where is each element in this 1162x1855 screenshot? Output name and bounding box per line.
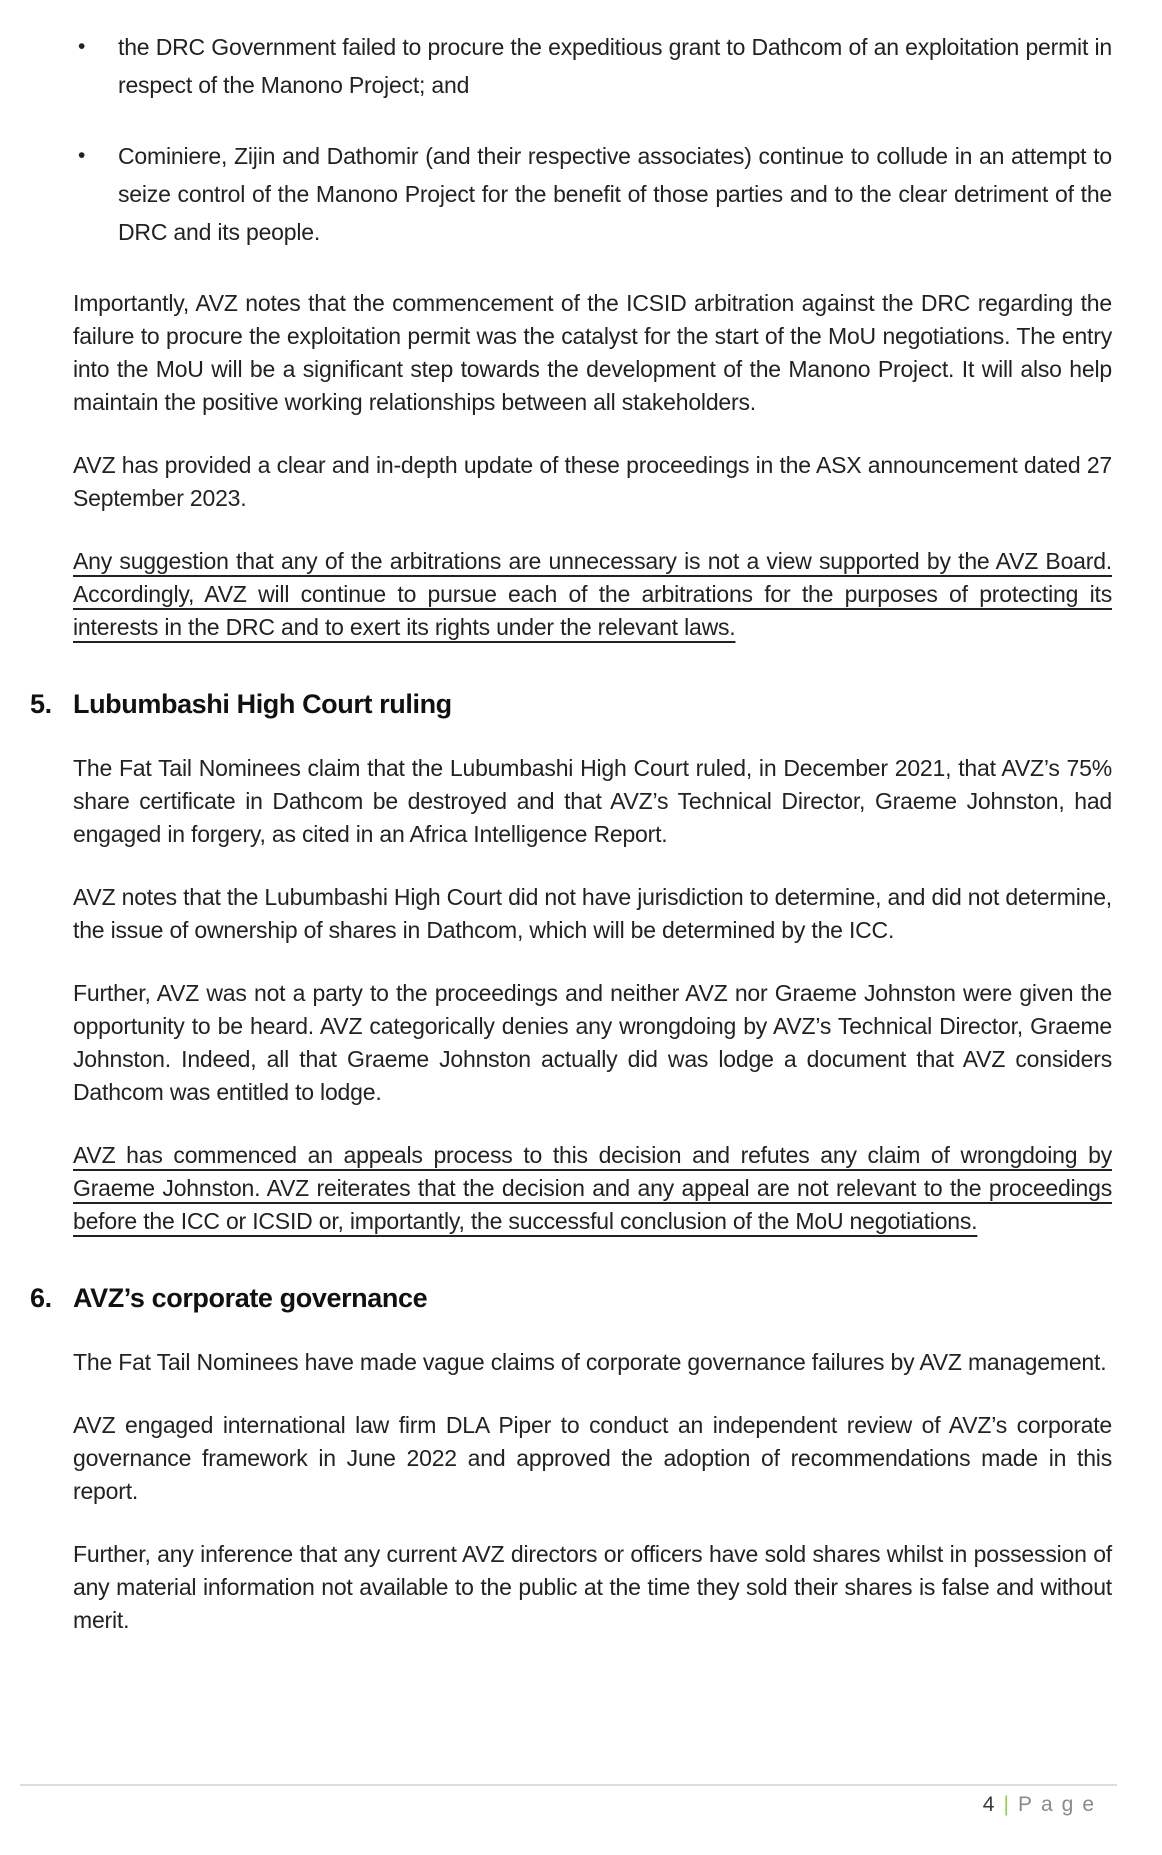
bullet-item: [73, 137, 1112, 251]
heading-number: 5.: [30, 689, 52, 719]
bullet-text: the DRC Government failed to procure the expeditious grant to Dathcom of an exploitation permit in respect of the Manono Project; and: [118, 34, 1112, 98]
paragraph-asx-update: AVZ has provided a clear and in-depth update of these proceedings in the ASX announcement dated 27 September 2023.: [73, 452, 1112, 511]
bullet-marker-icon: •: [78, 35, 86, 58]
bullet-text: Cominiere, Zijin and Dathomir (and their respective associates) continue to collude in an attempt to seize control of the Manono Project for the benefit of those parties and to the clear detriment of the DRC and its people.: [118, 143, 1112, 245]
section-heading-6: [30, 1280, 1112, 1316]
page-label: Page: [1017, 1793, 1103, 1816]
bullet-marker-icon: •: [78, 144, 86, 167]
page-footer: [983, 1792, 1103, 1818]
heading-title: Lubumbashi High Court ruling: [73, 689, 452, 719]
paragraph-vague-claims: The Fat Tail Nominees have made vague claims of corporate governance failures by AVZ management.: [73, 1349, 1107, 1375]
paragraph-importantly: Importantly, AVZ notes that the commencement of the ICSID arbitration against the DRC regarding the failure to procure the exploitation permit was the catalyst for the start of the MoU negotiations. The entry into the MoU will be a significant step towards the development of the Manono Project. It will also help maintain the positive working relationships between all stakeholders.: [73, 290, 1112, 415]
paragraph-fat-tail-claim: The Fat Tail Nominees claim that the Lubumbashi High Court ruled, in December 2021, that AVZ’s 75% share certificate in Dathcom be destroyed and that AVZ’s Technical Director, Graeme Johnston, had engaged in forgery, as cited in an Africa Intelligence Report.: [73, 755, 1112, 847]
footer-divider: [20, 1784, 1117, 1786]
bullet-item: [73, 28, 1112, 104]
heading-number: 6.: [30, 1283, 52, 1313]
footer-separator: |: [1003, 1793, 1009, 1816]
paragraph-no-jurisdiction: AVZ notes that the Lubumbashi High Court did not have jurisdiction to determine, and did not determine, the issue of ownership of shares in Dathcom, which will be determined by the ICC.: [73, 884, 1112, 943]
paragraph-appeals: AVZ has commenced an appeals process to this decision and refutes any claim of wrongdoing by Graeme Johnston. AVZ reiterates that the decision and any appeal are not relevant to the proceedings before the ICC or ICSID or, importantly, the successful conclusion of the MoU negotiations.: [73, 1142, 1112, 1234]
heading-title: AVZ’s corporate governance: [73, 1283, 428, 1313]
paragraph-not-a-party: Further, AVZ was not a party to the proceedings and neither AVZ nor Graeme Johnston were given the opportunity to be heard. AVZ categorically denies any wrongdoing by AVZ’s Technical Director, Graeme Johnston. Indeed, all that Graeme Johnston actually did was lodge a document that AVZ considers Dathcom was entitled to lodge.: [73, 980, 1112, 1105]
page-number: 4: [982, 1793, 995, 1816]
paragraph-any-suggestion: Any suggestion that any of the arbitrations are unnecessary is not a view supported by the AVZ Board. Accordingly, AVZ will continue to pursue each of the arbitrations for the purposes of protecting its interests in the DRC and to exert its rights under the relevant laws.: [73, 548, 1112, 640]
section-heading-5: [30, 686, 1112, 722]
bullet-list: [73, 28, 1112, 251]
paragraph-dla-piper: AVZ engaged international law firm DLA Piper to conduct an independent review of AVZ’s corporate governance framework in June 2022 and approved the adoption of recommendations made in this report.: [73, 1412, 1112, 1504]
paragraph-inference: Further, any inference that any current AVZ directors or officers have sold shares whilst in possession of any material information not available to the public at the time they sold their shares is false and without merit.: [73, 1541, 1112, 1633]
